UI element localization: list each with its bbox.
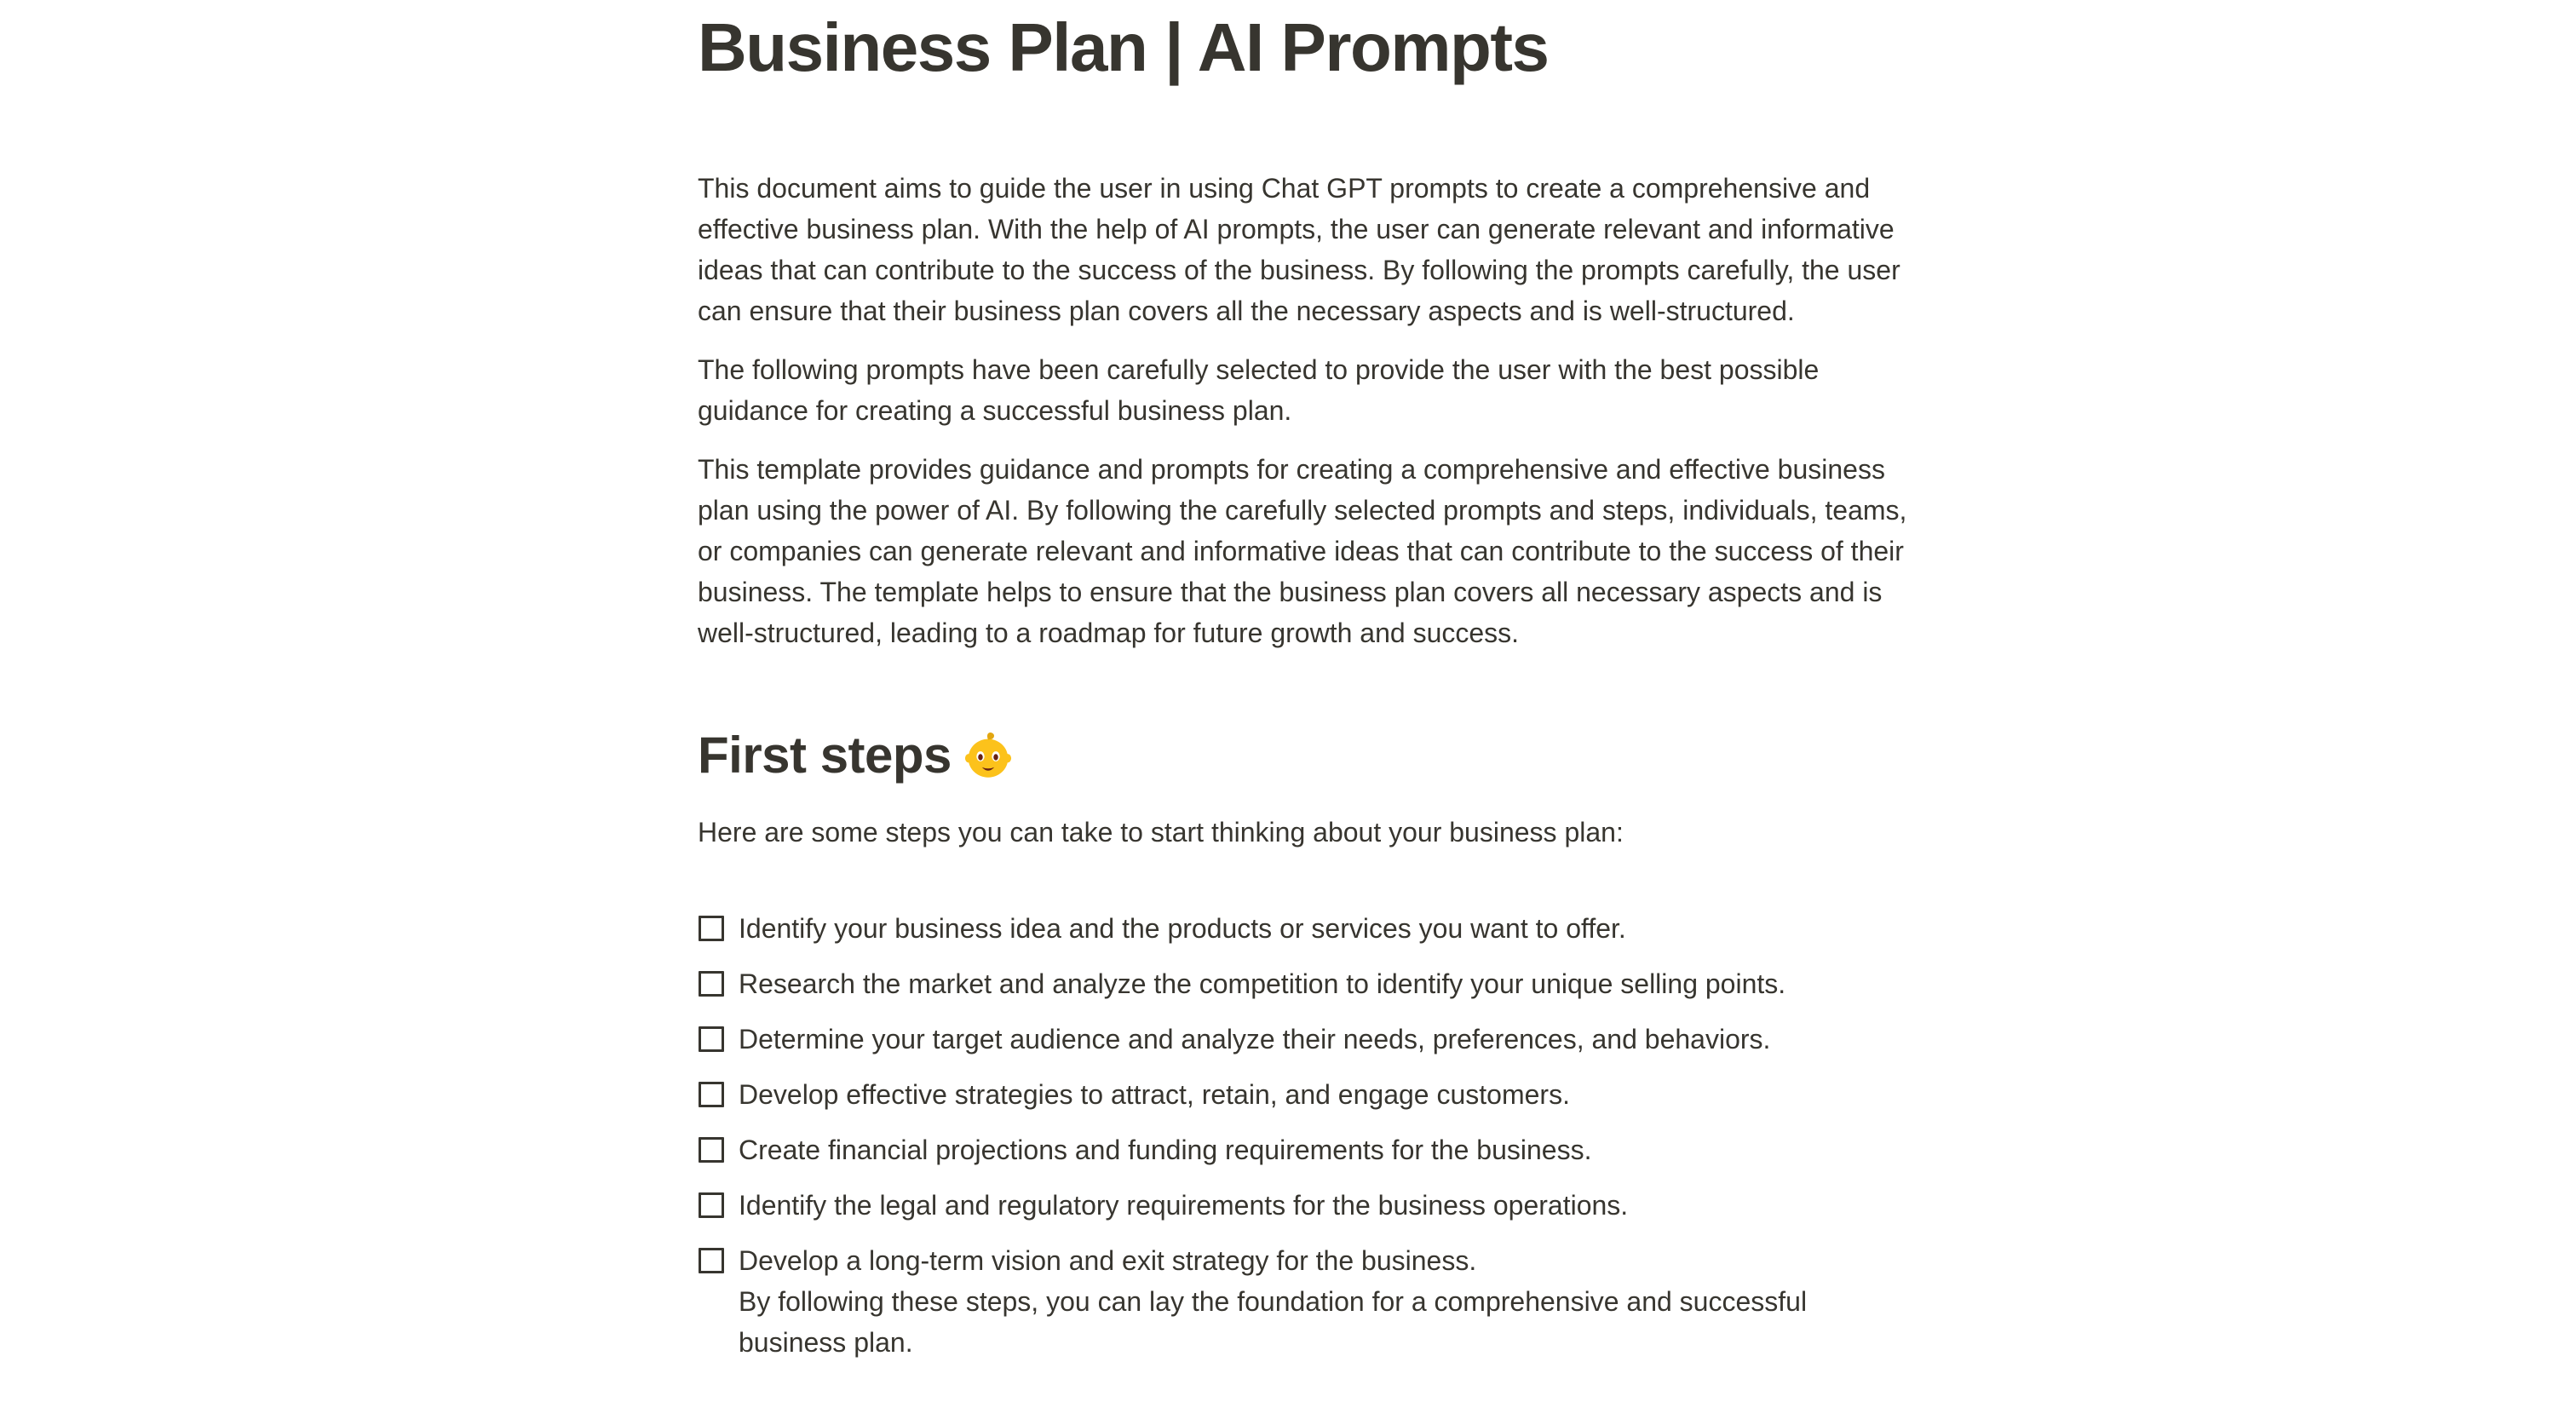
todo-item[interactable] <box>698 1185 1911 1226</box>
checklist-conclusion[interactable]: By following these steps, you can lay the foundation for a comprehensive and successful business plan. <box>739 1286 1808 1358</box>
todo-item[interactable] <box>698 1074 1911 1115</box>
intro-paragraph-2[interactable]: The following prompts have been carefully selected to provide the user with the best possible guidance for creating a successful business plan. <box>698 354 1820 426</box>
todo-label: Create financial projections and funding requirements for the business. <box>739 1135 1592 1165</box>
section-intro-text[interactable]: Here are some steps you can take to start thinking about your business plan: <box>698 817 1624 848</box>
content-column <box>698 0 1911 1363</box>
checkbox-unchecked[interactable] <box>699 1137 724 1163</box>
checkbox-unchecked[interactable] <box>699 1026 724 1052</box>
todo-label: Identify your business idea and the products or services you want to offer. <box>739 913 1626 944</box>
section-heading-text: First steps <box>698 727 952 784</box>
todo-item[interactable] <box>698 1240 1911 1363</box>
todo-item[interactable] <box>698 908 1911 949</box>
todo-label: Research the market and analyze the competition to identify your unique selling points. <box>739 968 1786 999</box>
todo-item[interactable] <box>698 1129 1911 1170</box>
checkbox-unchecked[interactable] <box>699 971 724 997</box>
section-heading-first-steps[interactable] <box>698 725 1911 786</box>
baby-emoji <box>963 731 1013 780</box>
todo-label: Develop effective strategies to attract, retain, and engage customers. <box>739 1079 1570 1110</box>
checkbox-unchecked[interactable] <box>699 1082 724 1107</box>
todo-item[interactable] <box>698 963 1911 1004</box>
checkbox-unchecked[interactable] <box>699 1192 724 1218</box>
todo-label: Develop a long-term vision and exit strategy for the business. <box>739 1245 1477 1276</box>
checklist <box>698 908 1911 1363</box>
checkbox-unchecked[interactable] <box>699 1248 724 1273</box>
intro-paragraph-1[interactable]: This document aims to guide the user in using Chat GPT prompts to create a comprehensive and effective business plan. With the help of AI prompts, the user can generate relevant and informative ideas that can contribute to the success of the business. By following the prompts carefully, the user can ensure that their business plan covers all the necessary aspects and is well-structured. <box>698 173 1900 326</box>
todo-label: Determine your target audience and analyze their needs, preferences, and behaviors. <box>739 1024 1771 1054</box>
page-title[interactable]: Business Plan | AI Prompts <box>698 9 1549 85</box>
intro-paragraph-3[interactable]: This template provides guidance and prompts for creating a comprehensive and effective business plan using the power of AI. By following the carefully selected prompts and steps, individuals, teams, or companies can generate relevant and informative ideas that can contribute to the success of their business. The template helps to ensure that the business plan covers all necessary aspects and is well-structured, leading to a roadmap for future growth and success. <box>698 454 1907 648</box>
todo-item[interactable] <box>698 1019 1911 1060</box>
todo-text-group <box>739 1240 1911 1363</box>
todo-label: Identify the legal and regulatory requirements for the business operations. <box>739 1190 1629 1221</box>
checkbox-unchecked[interactable] <box>699 916 724 941</box>
